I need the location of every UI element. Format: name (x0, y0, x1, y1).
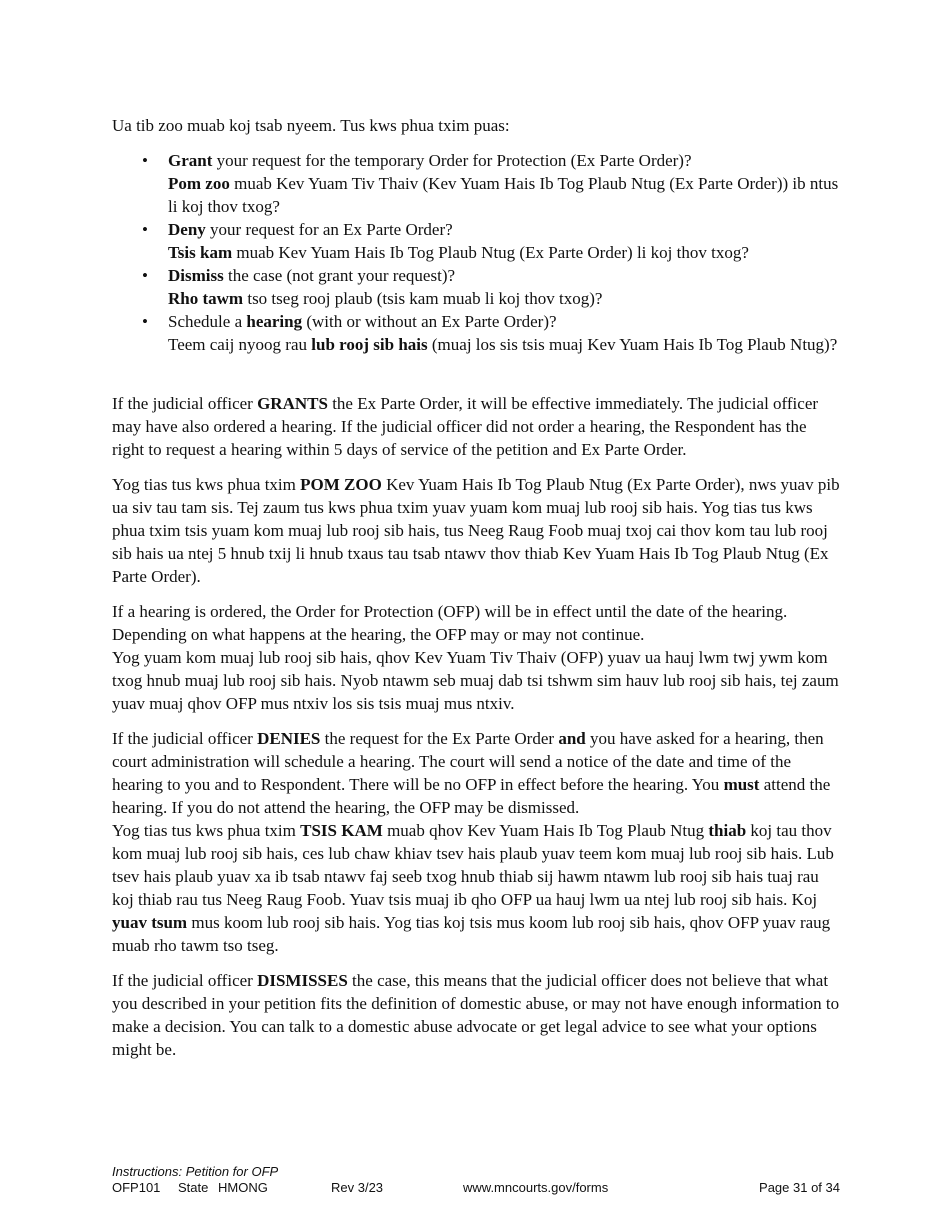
list-item (112, 149, 840, 218)
footer-url: www.mncourts.gov/forms (463, 1180, 609, 1195)
option-hmong: Pom zoo muab Kev Yuam Tiv Thaiv (Kev Yuam Hais Ib Tog Plaub Ntug (Ex Parte Order)) ib ntus li koj thov txog? (168, 174, 839, 216)
bullet-icon: • (142, 220, 148, 239)
grants-hmong-section (112, 473, 840, 588)
option-english: Grant your request for the temporary Order for Protection (Ex Parte Order)? (168, 151, 692, 170)
footer-state: State (178, 1180, 209, 1195)
hearing-ordered-section (112, 600, 840, 715)
dismisses-english: If the judicial officer DISMISSES the case, this means that the judicial officer does not believe that what you described in your petition fits the definition of domestic abuse, or may not have enough information to make a decision. You can talk to a domestic abuse advocate or get legal advice to see what your options might be. (112, 971, 840, 1059)
footer-row (112, 1180, 840, 1196)
option-english: Schedule a hearing (with or without an Ex Parte Order)? (168, 312, 557, 331)
denies-hmong: Yog tias tus kws phua txim TSIS KAM muab qhov Kev Yuam Hais Ib Tog Plaub Ntug thiab koj tau thov kom muaj lub rooj sib hais, ces lub chaw khiav tsev hais plaub yuav teem kom muaj lub rooj sib hais. Lub tsev hais plaub yuav xa ib tsab ntawv faj seeb txog hnub thiab sij hawm ntawm lub rooj sib hais tuaj rau koj thiab rau tus Neeg Raug Foob. Yuav tsis muaj ib qho OFP ua hauj lwm ua ntej lub rooj sib hais. Koj yuav tsum mus koom lub rooj sib hais. Yog tias koj tsis mus koom lub rooj sib hais, qhov OFP yuav raug muab rho tawm tso tseg. (112, 821, 834, 955)
hearing-english: If a hearing is ordered, the Order for Protection (OFP) will be in effect until the date of the hearing. Depending on what happens at the hearing, the OFP may or may not continue. (112, 602, 788, 644)
grants-hmong: Yog tias tus kws phua txim POM ZOO Kev Yuam Hais Ib Tog Plaub Ntug (Ex Parte Order), nws yuav pib ua siv tau tam sis. Tej zaum tus kws phua txim yuav yuam kom muaj lub rooj sib hais. Yog tias tus kws phua txim tsis yuam kom muaj lub rooj sib hais, tus Neeg Raug Foob muaj txoj cai thov kom tau lub rooj sib hais ua ntej 5 hnub txij li hnub txaus tau tsab ntawv thov thiab Kev Yuam Hais Ib Tog Plaub Ntug (Ex Parte Order). (112, 475, 840, 586)
page-number: Page 31 of 34 (759, 1180, 840, 1195)
bullet-icon: • (142, 266, 148, 285)
option-english: Dismiss the case (not grant your request)? (168, 266, 456, 285)
bullet-icon: • (142, 151, 148, 170)
option-english: Deny your request for an Ex Parte Order? (168, 220, 453, 239)
grants-section (112, 392, 840, 461)
form-id: OFP101 (112, 1180, 161, 1195)
footer-language: HMONG (218, 1180, 268, 1195)
footer-revision: Rev 3/23 (331, 1180, 384, 1195)
denies-english: If the judicial officer DENIES the request for the Ex Parte Order and you have asked for a hearing, then court administration will schedule a hearing. The court will send a notice of the date and time of the hearing to you and to Respondent. There will be no OFP in effect before the hearing. You must attend the hearing. If you do not attend the hearing, the OFP may be dismissed. (112, 729, 831, 817)
option-hmong: Rho tawm tso tseg rooj plaub (tsis kam muab li koj thov txog)? (168, 289, 603, 308)
page-footer (112, 1164, 840, 1196)
main-content (112, 114, 840, 1073)
option-hmong: Teem caij nyoog rau lub rooj sib hais (muaj los sis tsis muaj Kev Yuam Hais Ib Tog Plaub Ntug)? (168, 335, 838, 354)
grants-english: If the judicial officer GRANTS the Ex Parte Order, it will be effective immediately. The judicial officer may have also ordered a hearing. If the judicial officer did not order a hearing, the Respondent has the right to request a hearing within 5 days of service of the petition and Ex Parte Order. (112, 394, 819, 459)
dismisses-section (112, 969, 840, 1061)
intro-text: Ua tib zoo muab koj tsab nyeem. Tus kws phua txim puas: (112, 116, 510, 135)
footer-title: Instructions: Petition for OFP (112, 1164, 279, 1179)
list-item (112, 310, 840, 356)
list-item (112, 264, 840, 310)
bullet-icon: • (142, 312, 148, 331)
option-hmong: Tsis kam muab Kev Yuam Hais Ib Tog Plaub Ntug (Ex Parte Order) li koj thov txog? (168, 243, 749, 262)
list-item (112, 218, 840, 264)
hearing-hmong: Yog yuam kom muaj lub rooj sib hais, qhov Kev Yuam Tiv Thaiv (OFP) yuav ua hauj lwm twj ywm kom txog hnub muaj lub rooj sib hais. Nyob ntawm seb muaj dab tsi tshwm sim hauv lub rooj sib hais, tej zaum yuav muaj qhov OFP mus ntxiv los sis tsis muaj mus ntxiv. (112, 648, 839, 713)
options-list (112, 149, 840, 356)
denies-section (112, 727, 840, 957)
